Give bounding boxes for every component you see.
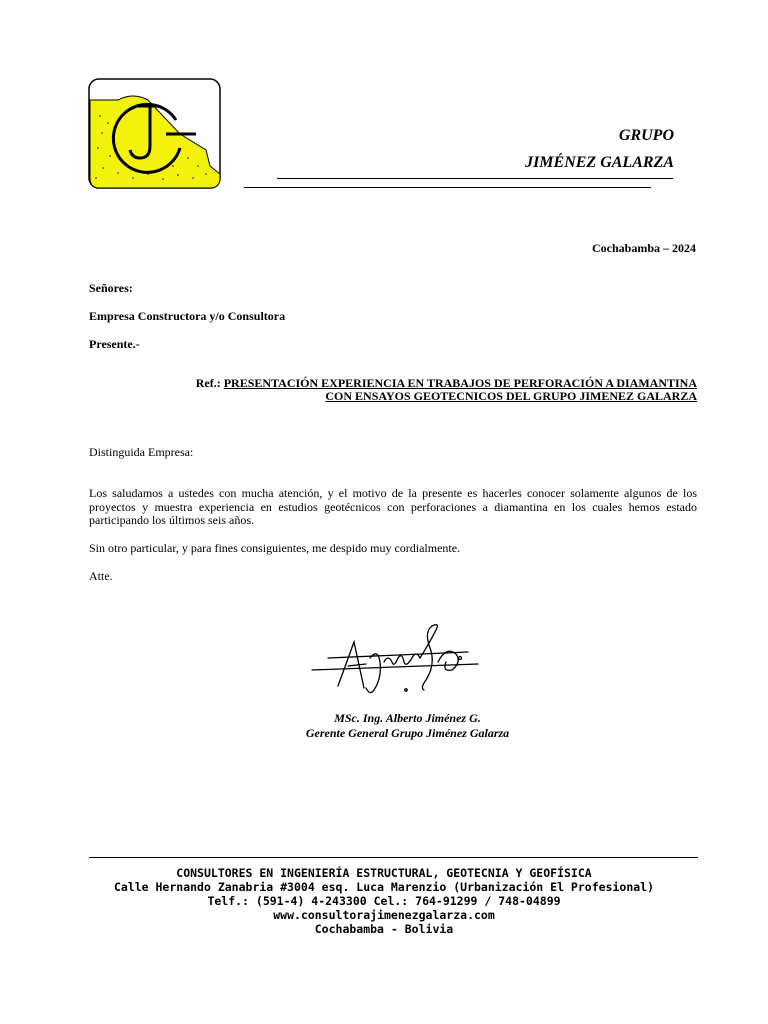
gj-logo-icon <box>88 78 221 189</box>
reference-block <box>196 377 697 403</box>
footer-phone: Telf.: (591-4) 4-243300 Cel.: 764-91299 / 748-04899 <box>207 894 561 908</box>
handwritten-signature-icon <box>308 618 483 696</box>
letter-date: Cochabamba – 2024 <box>591 241 696 255</box>
header-divider-bottom <box>244 187 651 188</box>
footer-address: Calle Hernando Zanabria #3004 esq. Luca Marenzio (Urbanización El Profesional) <box>113 880 655 894</box>
signer-name: MSc. Ing. Alberto Jiménez G. <box>334 711 481 725</box>
present-line: Presente.- <box>89 337 140 351</box>
body-paragraph: Los saludamos a ustedes con mucha atención, y el motivo de la presente es hacerles conocer solamente algunos de los proyectos y muestra experiencia en estudios geotécnicos con perforaciones a diamantina en los cuales hemos estado participando los últimos seis años. <box>89 486 697 527</box>
company-name-line1: GRUPO <box>618 127 674 144</box>
footer-website: www.consultorajimenezgalarza.com <box>273 908 495 922</box>
footer-divider <box>89 857 698 858</box>
reference-line1: PRESENTACIÓN EXPERIENCIA EN TRABAJOS DE PERFORACIÓN A DIAMANTINA <box>223 376 697 390</box>
footer-city: Cochabamba - Bolivia <box>314 922 454 936</box>
footer-line1: CONSULTORES EN INGENIERÍA ESTRUCTURAL, GEOTECNIA Y GEOFÍSICA <box>176 866 592 880</box>
company-name-line2: JIMÉNEZ GALARZA <box>525 154 674 171</box>
reference-line2: CON ENSAYOS GEOTECNICOS DEL GRUPO JIMENEZ GALARZA <box>325 389 697 403</box>
atte-line: Atte. <box>89 569 113 583</box>
company-name <box>525 122 674 176</box>
greeting: Distinguida Empresa: <box>89 445 194 459</box>
reference-label: Ref.: <box>195 376 221 390</box>
salutation: Señores: <box>89 281 133 295</box>
signer-title: Gerente General Grupo Jiménez Galarza <box>305 726 510 740</box>
header-divider-top <box>277 178 673 179</box>
recipient-company: Empresa Constructora y/o Consultora <box>89 309 286 323</box>
footer <box>0 866 768 936</box>
closing-line: Sin otro particular, y para fines consiguientes, me despido muy cordialmente. <box>89 541 461 555</box>
